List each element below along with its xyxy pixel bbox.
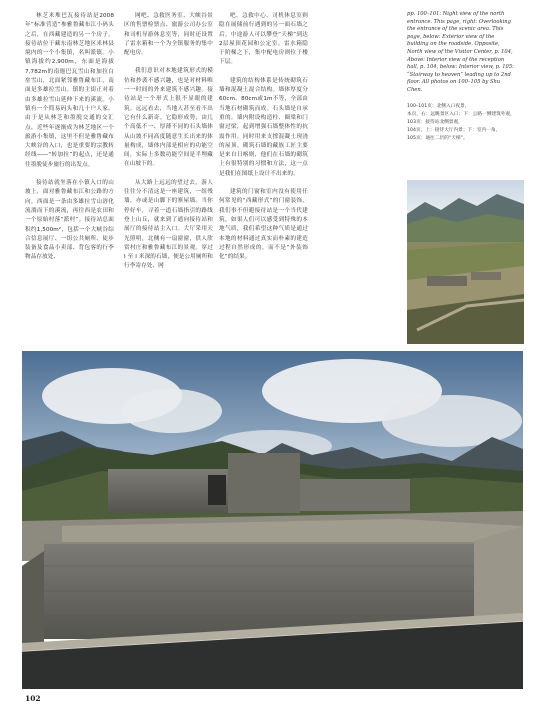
paragraph: 林芝米堆巴瓦接待站是2008年“标准营造”参雅鲁藏布江小码头之后，在西藏建造的另一个房子。接待站位于藏东南林芝地区米林县境内的一个小集镇，名叫派镇。小镇海拔约2,900m，东面是海拔7,782m的南迦巴瓦雪山和加拉白垒雪山，北面紧邻雅鲁藏布江，南面是多雄拉雪山。镇的主街正对着由多雄拉雪山延伸下来的溪流。小镇有一个简易码头和几十户人家。由于是从林芝和墨脱交通的交汇点，近些年逐渐成为林芝地区一个旅游小集镇，这里不但是雅鲁藏布大峡谷的入口，也是重要的宗教转经线——“转加拉”的起点，还是通往墨脱徒步旅行的出发点。 (25, 13, 114, 168)
paragraph: 我们意识对本地建筑形式的模仿和抄袭不感兴趣，也是对材料唯一一时间的外来建筑不感兴趣。接待站是一个形式上很不显眼的建筑。远远看去，当地人甚至看不出它有什么新奇。它隐形成势，由几个高低不一、厚薄不同的石头墙体从山坡不同高度随意生长出来的体量构成，墙体内部是相应的功能空间，实际上多数功能空间是半埋藏在山坡下的。 (124, 68, 213, 168)
text-column-1 (25, 12, 114, 272)
paragraph: 建筑的结构体系是传统砌筑石墙和混凝土混合结构。墙体厚度分60cm、80cm或1m不等，全部由当地石材砌筑而成。石头墙是自承重的。墙内附设构造柱、圈梁和门窗过梁，起到增强石墙整体性的抗震作用。同时用来支撑混凝土现浇的屋顶。砌筑石墙的藏族工匠主要是来自日喀则，他们在石墙的砌筑上有很特别的习惯和方法，这一点是我们在图纸上设计不出来的。 (219, 77, 308, 177)
paragraph: 网吧、急救医务室、大峡谷景区的售票检票点、旅游公司办公室和司机导游休息室等，同时还设置了雷水箱和一个为全镇服务的集中配电房。 (124, 13, 213, 57)
caption-english: pp. 100–101: Night view of the north entrance. This page, right: Overlooking the entrance of the scenic area. This page, below: Exterior view of the building on the roadside. Opposite, North view of the Visitor Center, p. 104, Above: Interior view of the reception hall, p. 104, below: Interior view, p. 105: “Stairway to heaven” leading up to 2nd floor. All photos on 100–105 by Shu Chen. (407, 11, 514, 93)
side-photo-entrance-overlook (407, 180, 524, 344)
main-photo-building-roadside (22, 351, 523, 689)
caption-chinese: 100–101页：北侧入口夜景， 本页，右：远眺景区入口；下：公路一侧建筑外观， 103页：接待站北侧景观， 104页，上：接待大厅内景；下：室内一角， 105页：通往二层的“天梯”。 (407, 103, 515, 141)
photo-captions (407, 11, 515, 143)
page-number: 102 (25, 694, 41, 703)
text-column-2 (124, 12, 213, 281)
paragraph: 建筑的门窗和室内没有使用任何常见的“西藏形式”的门窗装饰，我们事不但避接待站是一个当代建筑，如果人们可以感受到特殊的本地气质，我们希望这种气质是通过本地的材料通过真实而朴素的建造过程自然形成的，而不是“外装饰化”的结果。 (219, 189, 308, 261)
paragraph: 从大路上远远的望过去，游人往往分不清这是一座建筑，一组残墙，亦或是山脚下的寨屋墙。当你停好车，寻着一道石墙指引的路线登上山丘，就来到了通向接待站和展厅的接待站主入口。大厅采用天光照明，北侧有一扇窗窗，供人欣赏村庄和雅鲁藏布江的景观。穿过 I 至 I 米深的石墙，便是公用厕所和行李寄存处、网 (124, 179, 213, 270)
paragraph: 吧、急救中心、司机休息室则隐在展储前行遇到的另一面石墙之后。中途游人可以攀登“天梯”到达2层屋顶花园和公定室。雷水箱隐于阶梯之下，集中配电房则位于楼下层。 (219, 13, 308, 66)
text-column-3 (219, 12, 308, 271)
paragraph: 接待站就坐落在小镇入口的山坡上，面对雅鲁藏布江和公路的方向，西面是一条由多雄拉雪山溶化流淌而下的溪流，再往西是农田和一个原始村落“派村”。接待站总面积约1,500m²，包括一个大峡谷综合信息展厅、一组公共厕所、徒步装备及食品小卖部、背包客的行李物品存放处、 (25, 180, 114, 261)
